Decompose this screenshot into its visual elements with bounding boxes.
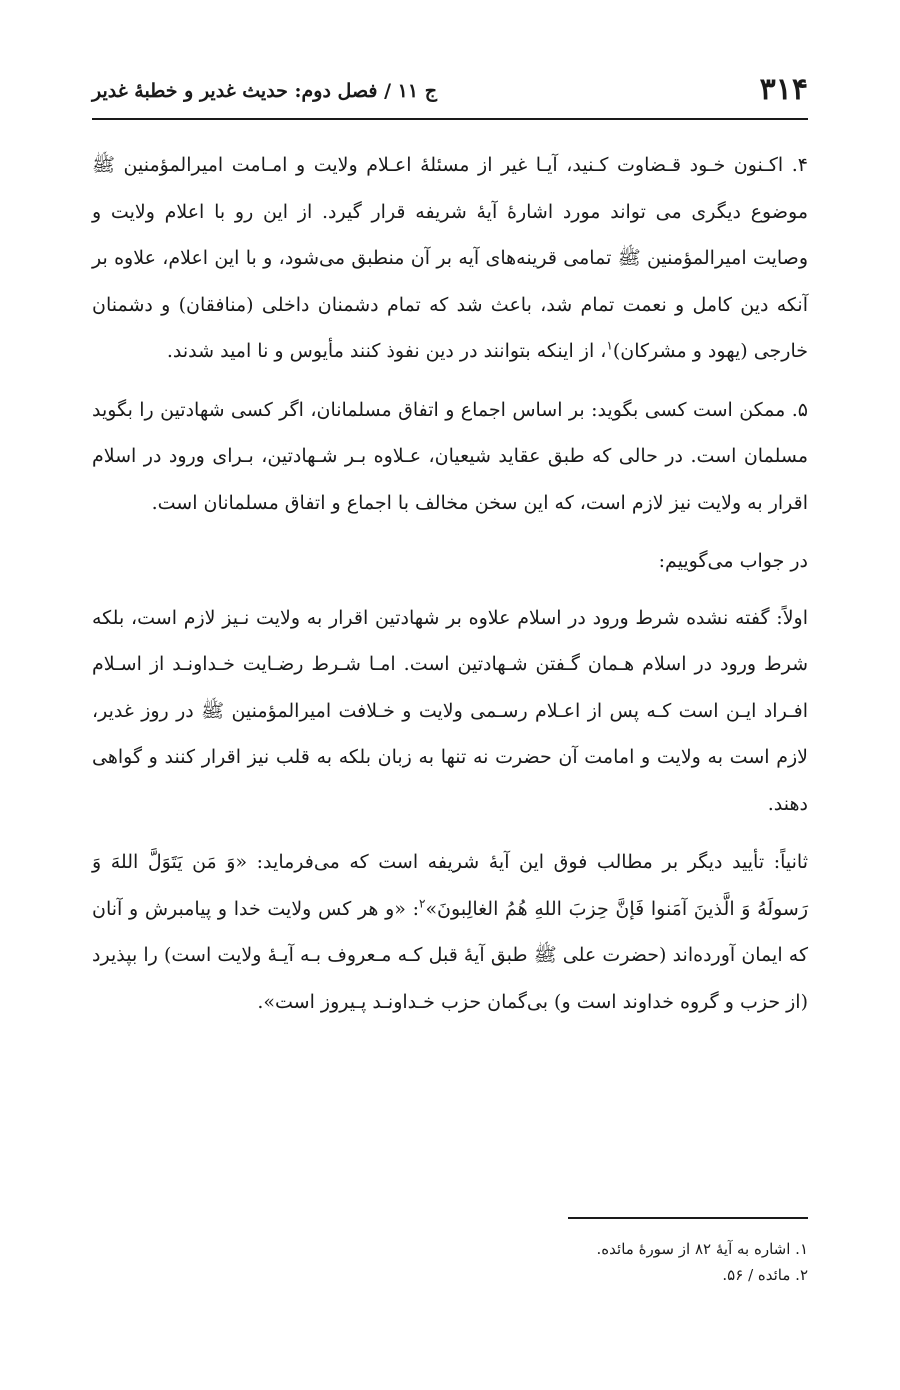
page-header bbox=[92, 70, 808, 110]
footnote-rule bbox=[568, 1217, 808, 1219]
paragraph-first-answer: اولاً: گفته نشده شرط ورود در اسلام علاوه بر شهادتین اقرار به ولایت نـیز لازم است، بلکه شرط ورود در اسلام هـمان گـفتن شـهادتین است. امـا شـرط رضـایت خـداونـد از اسـلام افـراد ایـن است کـه پس از اعـلام رسـمی ولایت و خـلافت امیرالمؤمنین ﷺ در روز غدیر، لازم است به ولایت و امامت آن حضرت نه تنها به زبان بلکه به قلب نیز اقرار کنند و گواهی دهند. bbox=[92, 606, 808, 815]
footnote-1: ۱. اشاره به آیهٔ ۸۲ از سورهٔ مائده. bbox=[596, 1240, 808, 1258]
header-rule bbox=[92, 118, 808, 120]
body-text bbox=[92, 142, 808, 1037]
footnote-ref-1[interactable]: ۱ bbox=[606, 338, 613, 353]
answer-intro: در جواب می‌گوییم: bbox=[658, 550, 808, 572]
paragraph-4-suffix: ، از اینکه بتوانند در دین نفوذ کنند مأیوس و نا امید شدند. bbox=[166, 340, 607, 362]
paragraph-second-answer-suffix: : «و هر کس ولایت خدا و پیامبرش و آنان که ایمان آورده‌اند (حضرت علی ﷺ طبق آیهٔ قبل کـه مـعروف بـه آیـهٔ ولایت است) را بپذیرد (از حزب و گروه خداوند است و) بی‌گمان حزب خـداونـد پـیروز است». bbox=[92, 897, 808, 1013]
footnote-ref-2[interactable]: ۲ bbox=[418, 896, 426, 911]
page-number: ۳۱۴ bbox=[759, 72, 808, 107]
paragraph-4 bbox=[92, 142, 808, 375]
book-page bbox=[92, 0, 808, 1390]
footnote-2: ۲. مائده / ۵۶. bbox=[722, 1266, 808, 1284]
footnotes bbox=[92, 1236, 808, 1288]
paragraph-second-answer-text: ثانیاً: تأیید دیگر بر مطالب فوق این آیهٔ شریفه است که می‌فرماید: «وَ مَن يَتَوَلَّ اللهَ وَ رَسولَهُ وَ الَّذينَ آمَنوا فَإنَّ حِزبَ اللهِ هُمُ الغالِبونَ» bbox=[92, 851, 808, 920]
running-title: ج ۱۱ / فصل دوم: حدیث غدیر و خطبهٔ غدیر bbox=[92, 80, 437, 102]
paragraph-5: ۵. ممکن است کسی بگوید: بر اساس اجماع و اتفاق مسلمانان، اگر کسی شهادتین را بگوید مسلمان است. در حالی که طبق عقاید شیعیان، عـلاوه بـر شـهادتین، بـرای ورود در اسلام اقرار به ولایت نیز لازم است، که این سخن مخالف با اجماع و اتفاق مسلمانان است. bbox=[92, 398, 808, 514]
paragraph-second-answer bbox=[92, 839, 808, 1025]
paragraph-4-text: ۴. اکـنون خـود قـضاوت کـنید، آیـا غیر از مسئلهٔ اعـلام ولایت و امـامت امیرالمؤمنین ﷺ موضوع دیگری می تواند مورد اشارهٔ آیهٔ شریفه قرار گیرد. از این رو با اعلام ولایت و وصایت امیرالمؤمنین ﷺ تمامی قرینه‌های آیه بر آن منطبق می‌شود، و با این اعلام، علاوه بر آنکه دین کامل و نعمت تمام شد، باعث شد که تمام دشمنان داخلی (منافقان) و دشمنان خارجی (یهود و مشرکان) bbox=[92, 154, 808, 362]
